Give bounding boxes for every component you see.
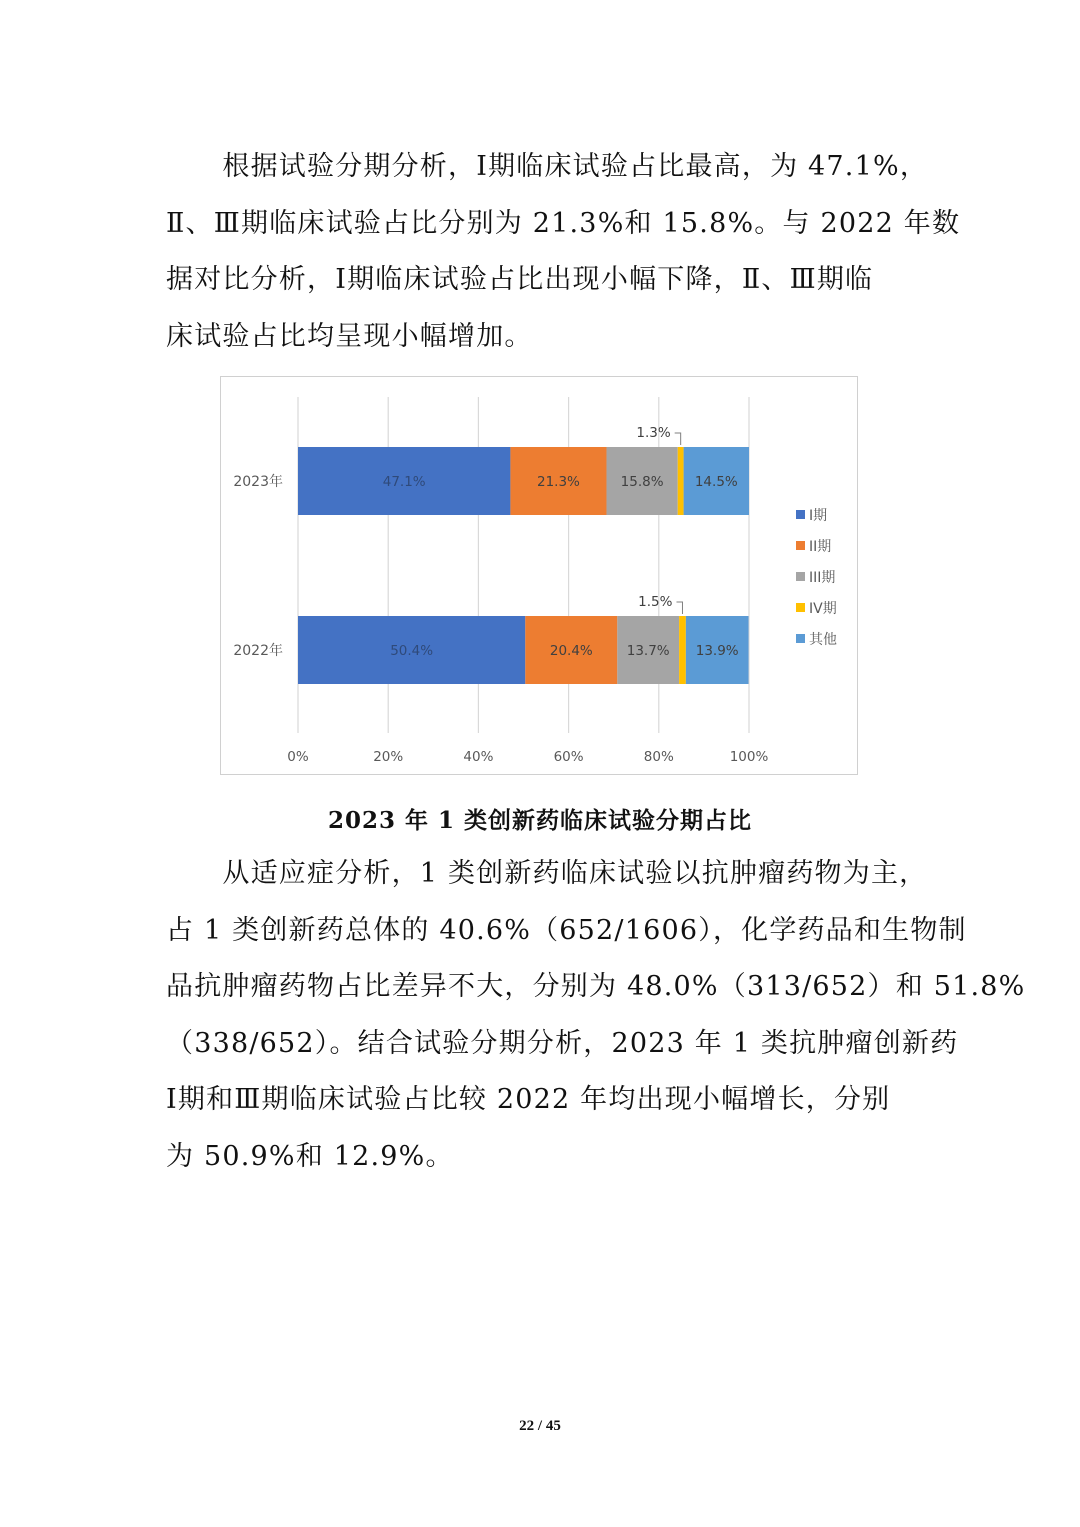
paragraph-line: Ⅰ期和Ⅲ期临床试验占比较 2022 年均出现小幅增长，分别: [166, 1084, 891, 1115]
paragraph-line: 从适应症分析，1 类创新药临床试验以抗肿瘤药物为主，: [166, 858, 928, 889]
paragraph-line: 为 50.9%和 12.9%。: [166, 1140, 454, 1172]
callout-line: [675, 433, 681, 445]
bar-segment: [678, 447, 684, 515]
x-tick-label: 100%: [729, 749, 769, 765]
paragraph-line: 品抗肿瘤药物占比差异不大，分别为 48.0%（313/652）和 51.8%: [166, 971, 1026, 1002]
x-tick-label: 20%: [373, 749, 404, 765]
data-label: 15.8%: [620, 474, 664, 490]
x-tick-label: 60%: [553, 749, 584, 765]
category-label: 2022年: [233, 643, 283, 659]
data-label: 1.3%: [636, 425, 671, 441]
data-label: 47.1%: [382, 474, 426, 490]
page-number: 22 / 45: [519, 1418, 561, 1434]
callout-line: [676, 602, 682, 614]
stacked-bar-chart: [221, 377, 857, 774]
legend-label: II期: [809, 539, 832, 555]
bar-segment: [679, 616, 686, 684]
x-tick-label: 80%: [643, 749, 674, 765]
data-label: 13.9%: [695, 643, 739, 659]
data-label: 1.5%: [638, 594, 673, 610]
x-tick-label: 0%: [287, 749, 309, 765]
category-label: 2023年: [233, 474, 283, 490]
legend-label: I期: [809, 508, 828, 524]
legend-swatch: [796, 634, 805, 643]
legend-swatch: [796, 572, 805, 581]
data-label: 20.4%: [549, 643, 593, 659]
legend-label: 其他: [809, 632, 837, 648]
legend-swatch: [796, 541, 805, 550]
data-label: 50.4%: [390, 643, 434, 659]
legend-label: IV期: [809, 601, 837, 617]
legend-swatch: [796, 603, 805, 612]
paragraph-line: 占 1 类创新药总体的 40.6%（652/1606），化学药品和生物制: [166, 914, 967, 946]
data-label: 21.3%: [537, 474, 580, 490]
legend-label: III期: [809, 570, 836, 586]
paragraph-indication-analysis: [166, 846, 1026, 1185]
paragraph-line: 根据试验分期分析，Ⅰ期临床试验占比最高，为 47.1%，: [166, 151, 929, 182]
x-tick-label: 40%: [463, 749, 494, 765]
paragraph-line: 据对比分析，Ⅰ期临床试验占比出现小幅下降，Ⅱ、Ⅲ期临: [166, 264, 874, 295]
data-label: 13.7%: [626, 643, 670, 659]
legend-swatch: [796, 510, 805, 519]
paragraph-line: （338/652）。结合试验分期分析，2023 年 1 类抗肿瘤创新药: [166, 1027, 959, 1059]
paragraph-phase-analysis: [166, 139, 961, 365]
paragraph-line: Ⅱ、Ⅲ期临床试验占比分别为 21.3%和 15.8%。与 2022 年数: [166, 207, 961, 239]
chart-caption: 2023 年 1 类创新药临床试验分期占比: [327, 807, 753, 834]
chart-frame: [220, 376, 858, 775]
paragraph-line: 床试验占比均呈现小幅增加。: [166, 320, 533, 352]
data-label: 14.5%: [694, 474, 738, 490]
